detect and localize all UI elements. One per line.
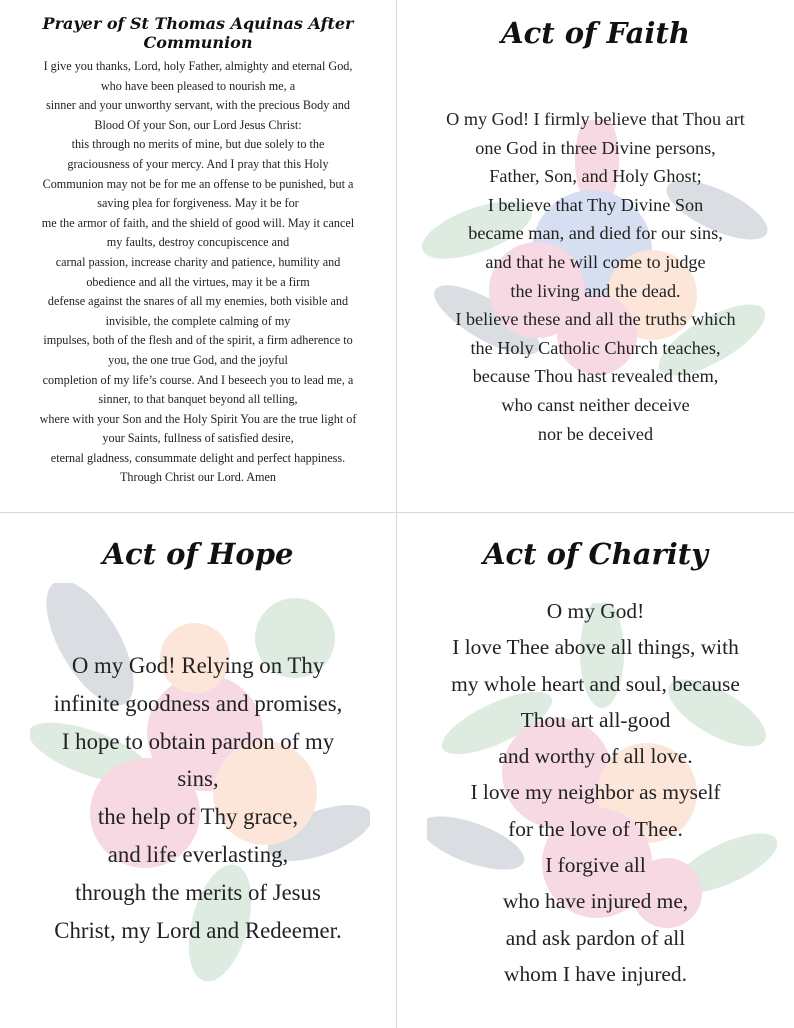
horizontal-divider <box>0 512 794 513</box>
prayer-line: Blood Of your Son, our Lord Jesus Christ: <box>94 117 302 132</box>
prayer-line: Thou art all-good <box>520 707 671 732</box>
prayer-line: because Thou hast revealed them, <box>472 366 719 387</box>
act-of-charity-card <box>397 513 794 1028</box>
prayer-line: carnal passion, increase charity and patience, humility and <box>55 254 341 269</box>
prayer-line: me the armor of faith, and the shield of good will. May it cancel <box>41 215 355 230</box>
prayer-line: your Saints, fullness of satisfied desire, <box>102 431 294 446</box>
prayer-line: this through no merits of mine, but due solely to the <box>71 137 325 152</box>
prayer-line: one God in three Divine persons, <box>475 137 716 158</box>
act-of-hope-title: Act of Hope <box>102 537 294 571</box>
prayer-line: the help of Thy grace, <box>97 804 299 830</box>
prayer-line: sinner, to that banquet beyond all telling, <box>98 392 298 407</box>
prayer-line: who canst neither deceive <box>501 394 690 415</box>
prayer-line: my faults, destroy concupiscence and <box>106 235 290 250</box>
prayer-line: the living and the dead. <box>510 280 681 301</box>
prayer-line: O my God! Relying on Thy <box>71 653 325 678</box>
act-of-hope-body <box>0 647 396 949</box>
prayer-line: infinite goodness and promises, <box>53 690 343 716</box>
prayer-line: I hope to obtain pardon of my <box>61 728 335 754</box>
prayer-line: invisible, the complete calming of my <box>105 313 291 328</box>
prayer-line: I love my neighbor as myself <box>470 780 721 805</box>
act-of-faith-card <box>397 0 794 512</box>
prayer-line: through the merits of Jesus <box>75 879 321 905</box>
prayer-line: and worthy of all love. <box>498 744 693 769</box>
prayer-line: whom I have injured. <box>504 961 687 986</box>
aquinas-prayer-title: Prayer of St Thomas Aquinas After Communion <box>42 14 354 52</box>
prayer-line: graciousness of your mercy. And I pray that this Holy <box>67 156 329 171</box>
prayer-line: I forgive all <box>545 853 646 878</box>
prayer-line: defense against the snares of all my enemies, both visible and <box>47 294 349 309</box>
prayer-line: Through Christ our Lord. Amen <box>119 470 277 485</box>
prayer-line: obedience and all the virtues, may it be a firm <box>86 274 310 289</box>
prayer-line: I believe that Thy Divine Son <box>487 194 704 215</box>
act-of-hope-card <box>0 513 396 1028</box>
act-of-charity-body <box>397 593 794 992</box>
act-of-faith-title: Act of Faith <box>501 16 690 50</box>
act-of-faith-body <box>397 105 794 448</box>
prayer-line: my whole heart and soul, because <box>451 671 740 696</box>
aquinas-prayer-body <box>0 57 396 488</box>
prayer-line: who have been pleased to nourish me, a <box>100 78 296 93</box>
prayer-line: impulses, both of the flesh and of the spirit, a firm adherence to <box>43 333 353 348</box>
prayer-line: Father, Son, and Holy Ghost; <box>489 166 702 187</box>
prayer-line: Christ, my Lord and Redeemer. <box>54 917 342 943</box>
prayer-line: the Holy Catholic Church teaches, <box>470 337 721 358</box>
prayer-line: nor be deceived <box>537 423 654 444</box>
prayer-line: and that he will come to judge <box>485 251 706 272</box>
prayer-line: I love Thee above all things, with <box>452 635 739 660</box>
prayer-line: you, the one true God, and the joyful <box>108 352 288 367</box>
prayer-line: sins, <box>177 766 219 792</box>
prayer-line: where with your Son and the Holy Spirit You are the true light of <box>39 411 357 426</box>
prayer-line: and ask pardon of all <box>505 925 686 950</box>
prayer-line: became man, and died for our sins, <box>468 223 723 244</box>
prayer-line: I give you thanks, Lord, holy Father, almighty and eternal God, <box>43 59 353 73</box>
prayer-line: I believe these and all the truths which <box>455 309 736 330</box>
prayer-line: who have injured me, <box>502 889 689 914</box>
prayer-line: for the love of Thee. <box>508 816 683 841</box>
prayer-line: saving plea for forgiveness. May it be for <box>97 196 299 211</box>
prayer-line: sinner and your unworthy servant, with the precious Body and <box>46 98 350 113</box>
vertical-divider <box>396 0 397 1028</box>
prayer-line: Communion may not be for me an offense to be punished, but a <box>42 176 354 191</box>
prayer-line: O my God! I firmly believe that Thou art <box>446 109 745 129</box>
prayer-line: completion of my life’s course. And I beseech you to lead me, a <box>42 372 354 387</box>
aquinas-prayer-card <box>0 0 396 512</box>
prayer-line: eternal gladness, consummate delight and perfect happiness. <box>50 450 346 465</box>
prayer-line: O my God! <box>546 599 645 623</box>
prayer-line: and life everlasting, <box>107 841 289 867</box>
act-of-charity-title: Act of Charity <box>482 537 709 571</box>
